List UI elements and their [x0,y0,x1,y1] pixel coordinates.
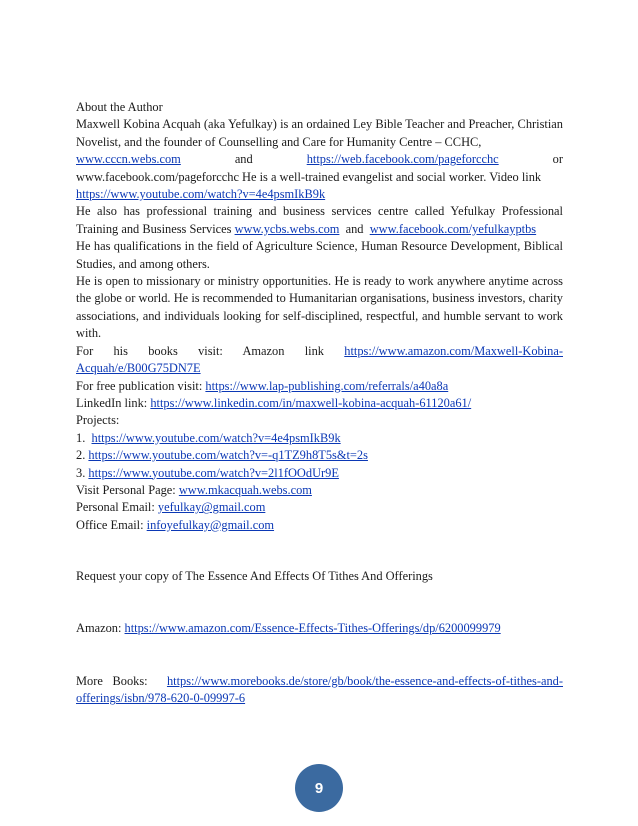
morebooks-text: More Books: [76,673,148,688]
cccn-link[interactable]: www.cccn.webs.com [76,152,181,167]
amazon-text: Amazon: [76,620,122,635]
project-link-3[interactable]: https://www.youtube.com/watch?v=2l1fOOdUr9E [88,465,339,480]
facebook-cchc-link[interactable]: https://web.facebook.com/pageforcchc [306,152,499,167]
personal-email-link[interactable]: yefulkay@gmail.com [157,500,266,515]
morebooks-line [76,673,563,708]
missionary-paragraph: He is open to missionary or ministry opportunities. He is ready to work anywhere anytime across the globe or world. He is recommended to Humanitarian organisations, business investors, charity associations, and individuals looking for self-disciplined, respectful, and humble servant to work with. [76,274,563,341]
personal-email-line [76,499,563,516]
projects-label: Projects: [76,413,120,428]
personal-page-line [76,482,563,499]
amazon-book-link[interactable]: https://www.amazon.com/Essence-Effects-Tithes-Offerings/dp/6200099979 [124,620,501,635]
project-number: 2. [76,448,86,463]
free-publication-line [76,378,563,395]
personal-page-text: Visit Personal Page: [76,482,176,497]
personal-email-text: Personal Email: [76,500,155,515]
books-line [76,343,563,378]
or-word: or [552,152,563,167]
free-publication-text: For free publication visit: [76,378,203,393]
linkedin-line [76,395,563,412]
section-heading: About the Author [76,100,163,114]
project-item [76,465,563,482]
books-text: For his books visit: Amazon link [76,343,324,358]
project-item [76,430,563,447]
office-email-line [76,517,563,534]
request-line: Request your copy of The Essence And Effects Of Tithes And Offerings [76,569,433,584]
video-link[interactable]: https://www.youtube.com/watch?v=4e4psmIkB9k [76,187,326,202]
morebooks-link[interactable]: https://www.morebooks.de/store/gb/book/the-essence-and-effects-of-tithes-and-offerings/isbn/978-620-0-09997-6 [76,673,563,706]
project-link-2[interactable]: https://www.youtube.com/watch?v=-q1TZ9h8T5s&t=2s [88,448,368,463]
office-email-link[interactable]: infoyefulkay@gmail.com [146,517,275,532]
linkedin-link[interactable]: https://www.linkedin.com/in/maxwell-kobina-acquah-61120a61/ [150,395,472,410]
intro-line2: www.facebook.com/pageforcchc He is a well-trained evangelist and social worker. Video link [76,169,542,184]
project-number: 3. [76,465,86,480]
page-number: 9 [314,779,324,797]
and-word: and [345,221,364,236]
amazon-author-link[interactable]: https://www.amazon.com/Maxwell-Kobina-Acquah/e/B00G75DN7E [76,343,563,376]
office-email-text: Office Email: [76,517,144,532]
training-paragraph [76,203,563,238]
document-body [76,99,563,708]
intro-paragraph [76,116,563,203]
project-link-1[interactable]: https://www.youtube.com/watch?v=4e4psmIkB9k [91,430,341,445]
and-word: and [234,152,253,167]
intro-text: Maxwell Kobina Acquah (aka Yefulkay) is an ordained Ley Bible Teacher and Preacher, Christian Novelist, and the founder of Counselling and Care for Humanity Centre – CCHC, [76,117,563,149]
lap-publishing-link[interactable]: https://www.lap-publishing.com/referrals/a40a8a [205,378,449,393]
page-number-badge [295,764,343,812]
facebook-ptbs-link[interactable]: www.facebook.com/yefulkayptbs [369,221,537,236]
linkedin-text: LinkedIn link: [76,395,148,410]
personal-page-link[interactable]: www.mkacquah.webs.com [178,482,312,497]
project-item [76,447,563,464]
ycbs-link[interactable]: www.ycbs.webs.com [234,221,340,236]
amazon-line [76,620,563,637]
qualifications-paragraph: He has qualifications in the field of Agriculture Science, Human Resource Development, Biblical Studies, and among others. [76,239,563,271]
training-text: He also has professional training and business services centre called Yefulkay Professional Training and Business Services [76,204,563,236]
project-number: 1. [76,430,86,445]
